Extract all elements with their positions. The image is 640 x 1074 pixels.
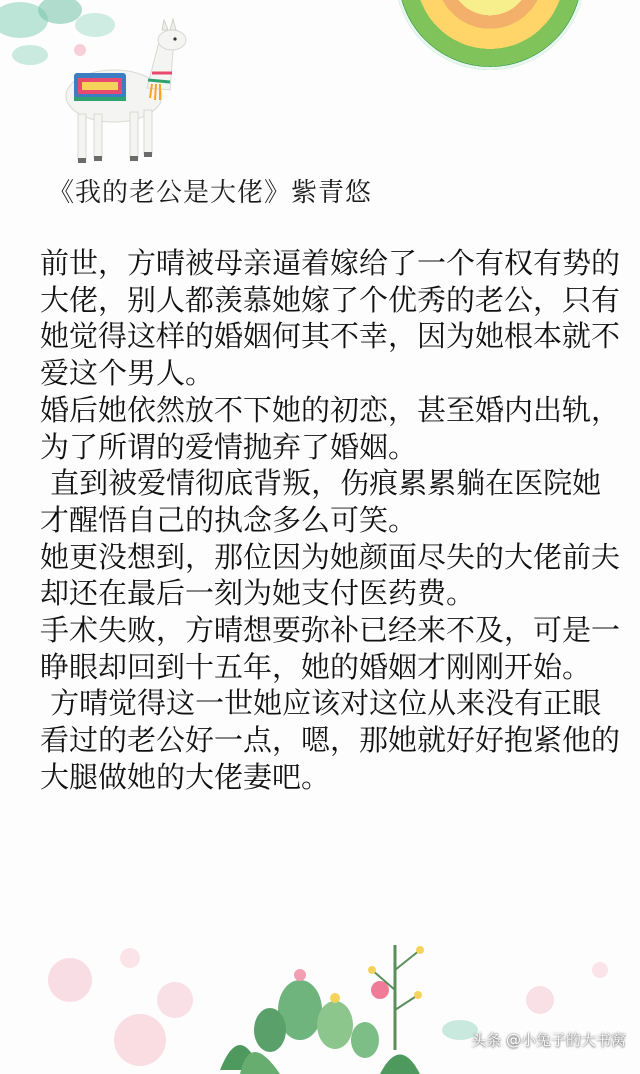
- mandala-decoration: [395, 0, 585, 70]
- floral-decoration-bottom: [0, 930, 640, 1074]
- paragraph: 手术失败，方晴想要弥补已经来不及，可是一睁眼却回到十五年，她的婚姻才刚刚开始。: [40, 613, 621, 684]
- llama-illustration: [52, 18, 202, 168]
- paragraph: 前世，方晴被母亲逼着嫁给了一个有权有势的大佬，别人都羡慕她嫁了个优秀的老公，只有她觉得这样的婚姻何其不幸，因为她根本就不爱这个男人。: [40, 246, 621, 391]
- paragraph: 直到被爱情彻底背叛，伤痕累累躺在医院她才醒悟自己的执念多么可笑。: [40, 466, 602, 537]
- article-title: 《我的老公是大佬》紫青悠: [48, 178, 373, 208]
- paragraph: 她更没想到，那位因为她颜面尽失的大佬前夫却还在最后一刻为她支付医药费。: [40, 539, 621, 611]
- article-body: [40, 245, 625, 796]
- paragraph: 方晴觉得这一世她应该对这位从来没有正眼看过的老公好一点，嗯，那她就好好抱紧他的大腿做她的大佬妻吧。: [40, 686, 621, 794]
- paragraph: 婚后她依然放不下她的初恋，甚至婚内出轨，为了所谓的爱情抛弃了婚姻。: [40, 392, 621, 464]
- watermark: 头条 @小兔子的大书窝: [471, 1031, 626, 1049]
